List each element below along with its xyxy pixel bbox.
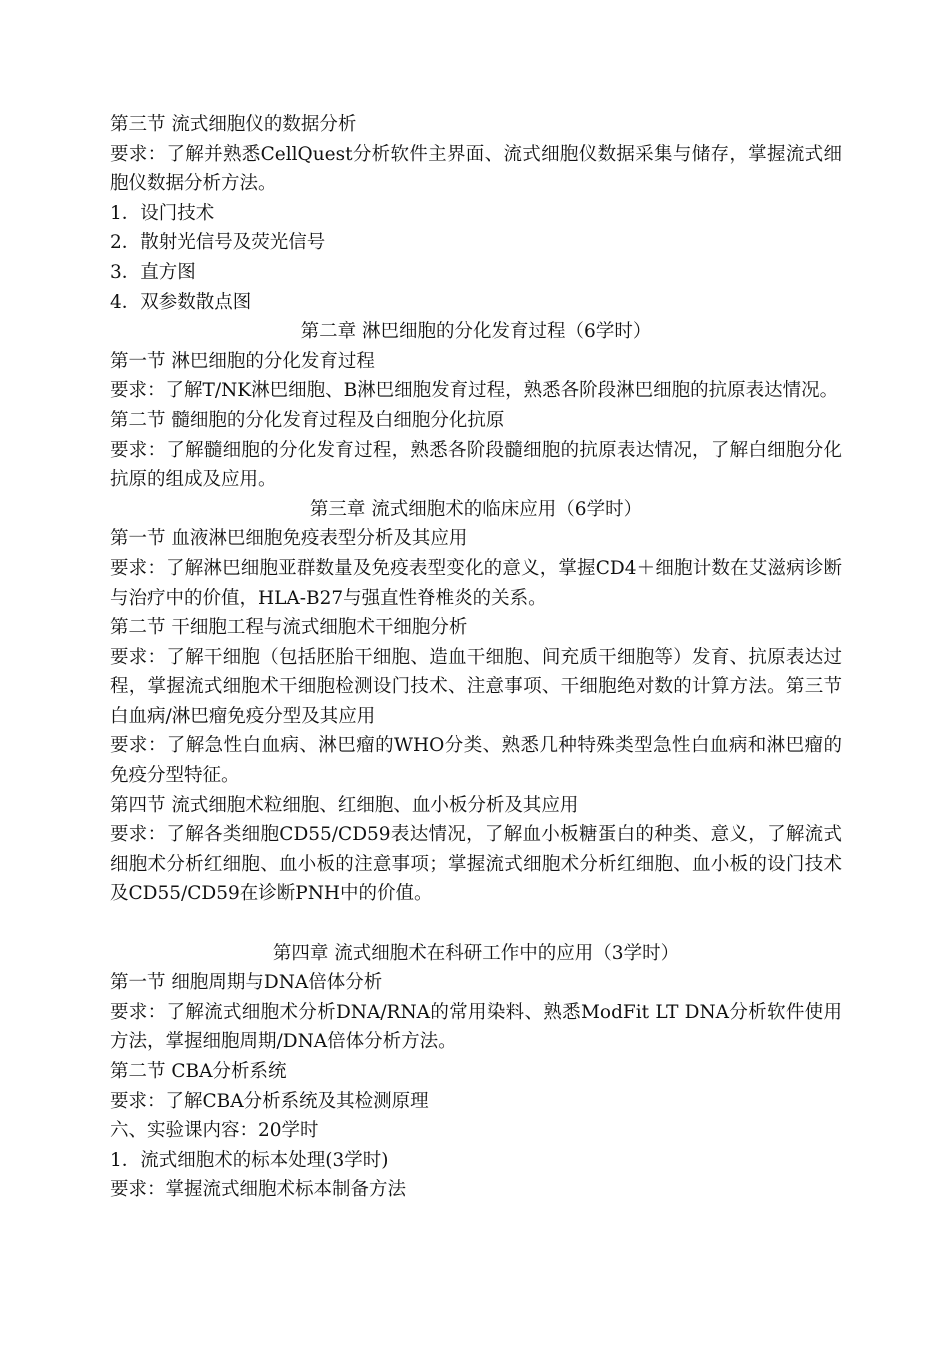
section-heading: 第四节 流式细胞术粒细胞、红细胞、血小板分析及其应用	[110, 794, 579, 816]
blank-line	[110, 909, 842, 939]
list-item: 2．散射光信号及荧光信号	[110, 232, 326, 254]
requirement-paragraph: 要求：了解T/NK淋巴细胞、B淋巴细胞发育过程，熟悉各阶段淋巴细胞的抗原表达情况。	[110, 380, 839, 402]
list-item: 3．直方图	[110, 261, 196, 283]
requirement-paragraph: 要求：了解并熟悉CellQuest分析软件主界面、流式细胞仪数据采集与储存，掌握流式细胞仪数据分析方法。	[110, 143, 842, 195]
requirement-paragraph: 要求：了解淋巴细胞亚群数量及免疫表型变化的意义，掌握CD4＋细胞计数在艾滋病诊断与治疗中的价值，HLA-B27与强直性脊椎炎的关系。	[110, 557, 842, 609]
list-item: 1．设门技术	[110, 202, 215, 224]
chapter-heading: 第三章 流式细胞术的临床应用（6学时）	[309, 498, 643, 520]
document-body	[110, 110, 842, 1205]
list-item: 1．流式细胞术的标本处理(3学时)	[110, 1149, 389, 1171]
requirement-paragraph: 要求：了解流式细胞术分析DNA/RNA的常用染料、熟悉ModFit LT DNA分析软件使用方法，掌握细胞周期/DNA倍体分析方法。	[110, 1001, 842, 1053]
requirement-paragraph: 要求：了解各类细胞CD55/CD59表达情况，了解血小板糖蛋白的种类、意义，了解流式细胞术分析红细胞、血小板的注意事项；掌握流式细胞术分析红细胞、血小板的设门技术及CD55/CD59在诊断PNH中的价值。	[110, 824, 842, 905]
section-heading: 第三节 流式细胞仪的数据分析	[110, 114, 357, 135]
requirement-line: 要求：掌握流式细胞术标本制备方法	[110, 1179, 407, 1201]
section-heading: 第一节 淋巴细胞的分化发育过程	[110, 350, 375, 372]
section-heading: 第二节 干细胞工程与流式细胞术干细胞分析	[110, 617, 468, 639]
requirement-paragraph: 要求：了解急性白血病、淋巴瘤的WHO分类、熟悉几种特殊类型急性白血病和淋巴瘤的免疫分型特征。	[110, 735, 842, 787]
section-heading: 第一节 血液淋巴细胞免疫表型分析及其应用	[110, 528, 468, 550]
chapter-heading: 第二章 淋巴细胞的分化发育过程（6学时）	[300, 321, 652, 343]
list-item: 4．双参数散点图	[110, 291, 252, 313]
chapter-heading: 第四章 流式细胞术在科研工作中的应用（3学时）	[272, 942, 680, 964]
requirement-paragraph: 要求：了解髓细胞的分化发育过程，熟悉各阶段髓细胞的抗原表达情况，了解白细胞分化抗原的组成及应用。	[110, 439, 842, 491]
requirement-paragraph: 要求：了解干细胞（包括胚胎干细胞、造血干细胞、间充质干细胞等）发育、抗原表达过程，掌握流式细胞术干细胞检测设门技术、注意事项、干细胞绝对数的计算方法。第三节 白血病/淋巴瘤免疫分型及其应用	[110, 646, 842, 727]
section-heading: 第一节 细胞周期与DNA倍体分析	[110, 972, 383, 994]
course-heading: 六、实验课内容：20学时	[110, 1120, 319, 1142]
requirement-line: 要求：了解CBA分析系统及其检测原理	[110, 1090, 429, 1112]
section-heading: 第二节 CBA分析系统	[110, 1061, 287, 1082]
section-heading: 第二节 髓细胞的分化发育过程及白细胞分化抗原	[110, 409, 505, 431]
